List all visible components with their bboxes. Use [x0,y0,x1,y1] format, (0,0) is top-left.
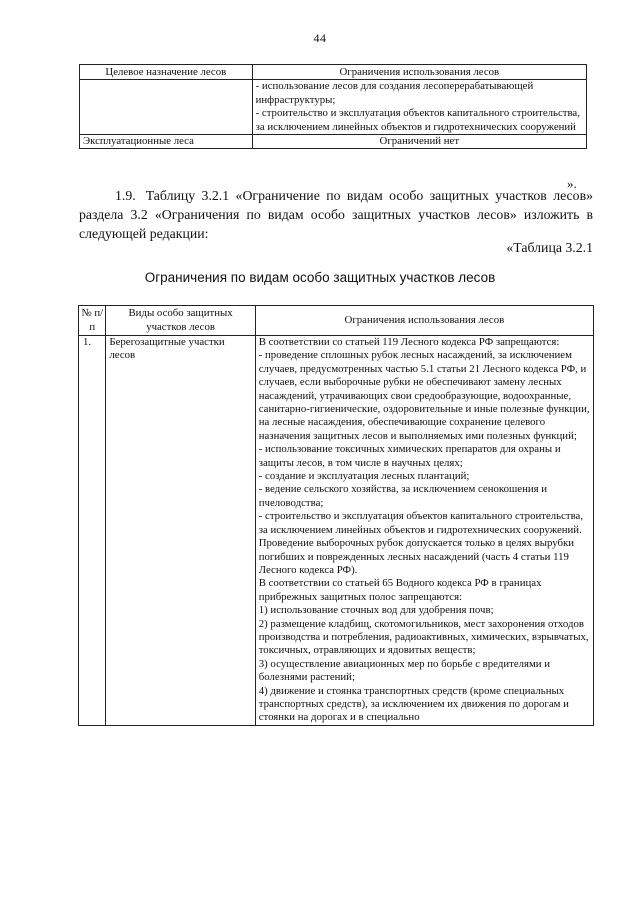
row-number: 1. [79,336,106,726]
restrictions-cell: Ограничений нет [252,135,586,149]
table-header-row [79,306,594,336]
page-number: 44 [313,31,327,45]
purpose-cell [80,80,253,135]
restriction-line: - создание и эксплуатация лесных плантаций; [258,470,470,483]
table-row [80,80,587,135]
restrictions-header: Ограничения использования лесов [255,306,593,336]
protected-areas-table [78,305,594,726]
restriction-item: - строительство и эксплуатация объектов капитального строительства, за исключением линейных объектов и гидротехнических сооружений [255,107,580,133]
restrictions-cell [252,80,586,135]
table-row [79,336,594,726]
restriction-line: В соответствии со статьей 119 Лесного кодекса РФ запрещаются: [258,336,560,348]
restriction-line: 1) использование сточных вод для удобрения почв; [258,604,494,617]
paragraph-label: 1.9. [115,188,136,203]
restriction-line: - проведение сплошных рубок лесных насаждений, за исключением случаев, предусмотренных частью 5.1 статьи 21 Лесного кодекса РФ, и случаев, если выборочные рубки не обеспечивают замену лесных насаждений, утрачивающих свои средообразующие, водоохранные, санитарно-гигиенические, оздоровительные и иные полезные функции, на лесные насаждения, обеспечивающие сохранение целевого назначения защитных лесов и выполняемых ими полезных функций; [258,349,590,442]
table-header-row [80,65,587,80]
restriction-line: - строительство и эксплуатация объектов капитального строительства, за исключением линейных объектов и гидротехнических сооружений. [258,510,584,536]
restriction-line: В соответствии со статьей 65 Водного кодекса РФ в границах прибрежных защитных полос запрещаются: [258,577,542,603]
kinds-header: Виды особо защитных участков лесов [106,306,255,336]
purpose-header: Целевое назначение лесов [80,65,253,80]
forest-purpose-table [79,64,587,149]
amendment-paragraph [79,186,593,243]
restriction-item: - использование лесов для создания лесоперерабатывающей инфраструктуры; [255,80,534,106]
restriction-line: Проведение выборочных рубок допускается только в целях вырубки погибших и поврежденных лесных насаждений (часть 4 статьи 119 Лесного кодекса РФ). [258,537,574,576]
restriction-line: - использование токсичных химических препаратов для охраны и защиты лесов, в том числе в научных целях; [258,443,561,469]
table-row [80,135,587,149]
restriction-line: 3) осуществление авиационных мер по борьбе с вредителями и болезнями растений; [258,657,551,684]
restriction-line: 2) размещение кладбищ, скотомогильников, мест захоронения отходов производства и потребления, радиоактивных, химических, взрывчатых, токсичных, отравляющих и ядовитых веществ; [258,617,589,657]
number-header: № п/п [79,306,106,336]
table-label: «Таблица 3.2.1 [506,240,593,255]
table-caption: Ограничения по видам особо защитных участков лесов [144,270,496,285]
restriction-line: 4) движение и стоянка транспортных средств (кроме специальных транспортных средств), за исключением их движения по дорогам и стоянки на дорогах и в специально [258,684,569,724]
purpose-cell: Эксплуатационные леса [80,135,253,149]
paragraph-text: Таблицу 3.2.1 «Ограничение по видам особо защитных участков лесов» раздела 3.2 «Ограничения по видам особо защитных участков лесов» изложить в следующей редакции: [79,188,593,241]
closing-quote: ». [567,176,577,191]
restrictions-cell [255,336,593,726]
restrictions-header: Ограничения использования лесов [252,65,586,80]
area-kind-cell: Берегозащитные участки лесов [106,336,255,726]
restriction-line: - ведение сельского хозяйства, за исключением сенокошения и пчеловодства; [258,483,548,509]
